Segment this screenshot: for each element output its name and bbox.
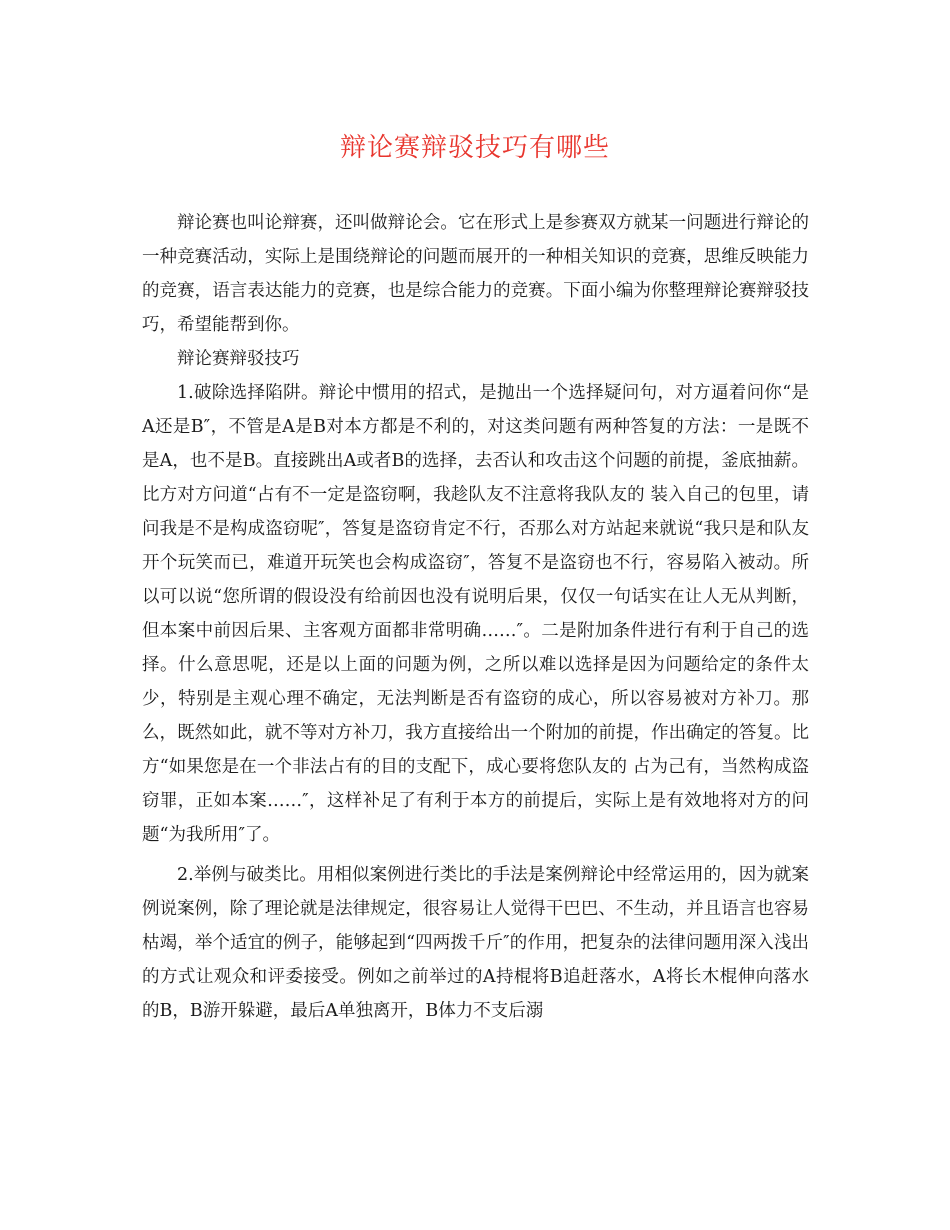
document-body bbox=[142, 206, 809, 1028]
tip-paragraph-2: 2.举例与破类比。用相似案例进行类比的手法是案例辩论中经常运用的，因为就案例说案例，除了理论就是法律规定，很容易让人觉得干巴巴、不生动，并且语言也容易枯竭，举个适宜的例子，能够起到“四两拨千斤″的作用，把复杂的法律问题用深入浅出的方式让观众和评委接受。例如之前举过的A持棍将B追赶落水，A将长木棍伸向落水的B，B游开躲避，最后A单独离开，B体力不支后溺 bbox=[142, 865, 809, 1021]
section-heading: 辩论赛辩驳技巧 bbox=[177, 349, 300, 369]
document-title: 辩论赛辩驳技巧有哪些 bbox=[339, 133, 610, 163]
intro-paragraph: 辩论赛也叫论辩赛，还叫做辩论会。它在形式上是参赛双方就某一问题进行辩论的一种竞赛活动，实际上是围绕辩论的问题而展开的一种相关知识的竞赛，思维反映能力的竞赛，语言表达能力的竞赛，也是综合能力的竞赛。下面小编为你整理辩论赛辩驳技巧，希望能帮到你。 bbox=[142, 213, 809, 335]
tip-paragraph-1: 1.破除选择陷阱。辩论中惯用的招式，是抛出一个选择疑问句，对方逼着问你“是A还是B″，不管是A是B对本方都是不利的，对这类问题有两种答复的方法：一是既不是A，也不是B。直接跳出A或者B的选择，去否认和攻击这个问题的前提，釜底抽薪。比方对方问道“占有不一定是盗窃啊，我趁队友不注意将我队友的 装入自己的包里，请问我是不是构成盗窃呢″，答复是盗窃肯定不行，否那么对方站起来就说“我只是和队友开个玩笑而已，难道开玩笑也会构成盗窃″，答复不是盗窃也不行，容易陷入被动。所以可以说“您所谓的假设没有给前因也没有说明后果，仅仅一句话实在让人无从判断，但本案中前因后果、主客观方面都非常明确……″。二是附加条件进行有利于自己的选择。什么意思呢，还是以上面的问题为例，之所以难以选择是因为问题给定的条件太少，特别是主观心理不确定，无法判断是否有盗窃的成心，所以容易被对方补刀。那么，既然如此，就不等对方补刀，我方直接给出一个附加的前提，作出确定的答复。比方“如果您是在一个非法占有的目的支配下，成心要将您队友的 占为己有，当然构成盗窃罪，正如本案……″，这样补足了有利于本方的前提后，实际上是有效地将对方的问题“为我所用″了。 bbox=[142, 383, 809, 845]
